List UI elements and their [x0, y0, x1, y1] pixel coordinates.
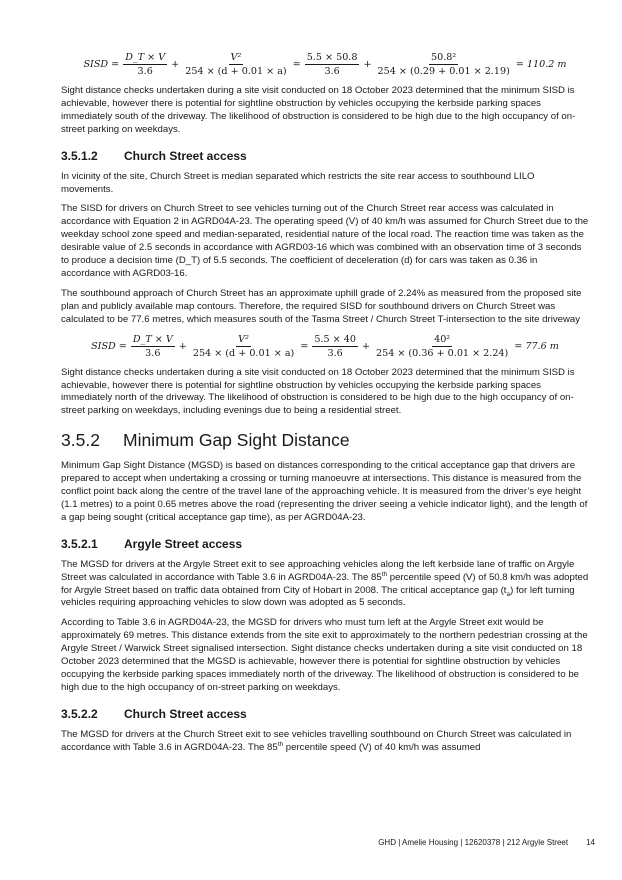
- page-content: [61, 52, 589, 762]
- paragraph: The MGSD for drivers at the Church Street exit to see vehicles travelling southbound on Church Street was calculated in accordance with Table 3.6 in AGRD04A-23. The 85th percentile speed (V) of 40 km/h was assumed: [61, 728, 572, 753]
- paragraph: Sight distance checks undertaken during a site visit conducted on 18 October 2023 determined that the minimum SISD is achievable, however there is potential for sightline obstruction by vehicles occupying the kerbside parking spaces immediately north of the driveway. The likelihood of obstruction is considered to be high due to the high occupancy of on-street parking on weekdays, including evenings due to being a residential street.: [61, 366, 575, 417]
- page-footer: [330, 838, 595, 847]
- section-number: 3.5.1.2: [61, 148, 98, 163]
- eq-lhs: SISD =: [91, 340, 127, 352]
- page-number: 14: [586, 838, 595, 847]
- paragraph: In vicinity of the site, Church Street is median separated which restricts the site rear access to southbound LILO movements.: [61, 170, 535, 195]
- paragraph: The southbound approach of Church Street has an approximate uphill grade of 2.24% as measured from the proposed site plan and publicly available map contours. Therefore, the required SISD for southbound drivers on Church Street was calculated to be 77.6 metres, which measures south of the Tasma Street / Church Street T-intersection to the site driveway: [61, 287, 582, 325]
- section-heading-3-5-2-1: [61, 537, 589, 551]
- paragraph: Sight distance checks undertaken during a site visit conducted on 18 October 2023 determined that the minimum SISD is achievable, however there is potential for sightline obstruction by vehicles occupying the kerbside parking spaces immediately south of the driveway. The likelihood of obstruction is considered to be high due to the high occupancy of on-street parking on weekdays.: [61, 85, 576, 135]
- paragraph: Minimum Gap Sight Distance (MGSD) is based on distances corresponding to the critical acceptance gap that drivers are prepared to accept when undertaking a crossing or turning manoeuvre at intersections. This distance is measured from the conflict point back along the centre of the travel lane of the approaching vehicle. It is measured from the driver’s eye height (1.1 metres) to a point 0.65 metres above the road (representing the driver seeing a vehicle indicator light), and the length of a gap being sought (critical acceptance gap time), as per AGRD04A-23.: [61, 460, 588, 523]
- paragraph: The MGSD for drivers at the Argyle Street exit to see approaching vehicles along the left kerbside lane of traffic on Argyle Street was calculated in accordance with Table 3.6 in AGRD04A-23. The 85th percentile speed (V) of 50.8 km/h was adopted for Argyle Street based on traffic data obtained from City of Hobart in 2008. The critical acceptance gap $(t_a)$ for left turning vehicles requiring approaching vehicles to slow down was adopted as 5 seconds.: [61, 558, 589, 609]
- section-title: Minimum Gap Sight Distance: [123, 430, 350, 451]
- eq-fraction: $\frac{D\_T \times V}{3.6}$: [132, 333, 173, 359]
- eq-result: = 110.2 m: [515, 59, 567, 70]
- eq-fraction: $\frac{5.5 \times 40}{3.6}$: [314, 333, 356, 359]
- eq-fraction: $\frac{\text{50.8²}}{254 \times (0.29 + 0.01 \times 2.19)}$: [377, 52, 510, 77]
- section-title: Church Street access: [124, 706, 247, 721]
- eq-fraction: $\frac{D\_T \times V}{3.6}$: [125, 52, 166, 77]
- section-number: 3.5.2: [61, 430, 100, 451]
- section-title: Argyle Street access: [124, 536, 243, 551]
- eq-fraction: $\frac{\text{V²}}{254 \times (d + 0.01 \times a)}$: [185, 52, 287, 77]
- eq-result: = 77.6 m: [514, 340, 559, 352]
- section-number: 3.5.2.1: [61, 536, 98, 551]
- eq-fraction: $\frac{\text{V²}}{254 \times (d + 0.01 \times a)}$: [192, 333, 295, 359]
- eq-fraction: $\frac{5.5 \times 50.8}{3.6}$: [306, 52, 358, 77]
- section-heading-3-5-1-2: [61, 149, 589, 163]
- section-heading-3-5-2: [61, 430, 589, 451]
- paragraph: The SISD for drivers on Church Street to see vehicles turning out of the Church Street rear access was calculated in accordance with Equation 2 in AGRD04A-23. The operating speed (V) of 40 km/h was assumed for Church Street due to the weekday school zone speed and median-separated, residential nature of the local road. The reaction time was taken as the desirable value of 2.5 seconds in accordance with AGRD03-16 which was combined with an observation time of 3 seconds to produce a decision time (D_T) of 5.5 seconds. The coefficient of deceleration (d) for cars was taken as 0.36 in accordance with AGRD03-16.: [61, 203, 589, 279]
- eq-lhs: SISD =: [83, 59, 120, 70]
- sisd-equation-church: SISD = $\frac{D\_T \times V}{3.6}$ + $\frac{\text{V²}}{254 \times (d + 0.01 \times a)}$ = $\frac{5.5 \times 40}{3.6}$ + $\frac{\text{40²}}{254 \times (0.36 + 0.01 \times 2.24)}$ = 77.6 m: [91, 333, 559, 359]
- section-number: 3.5.2.2: [61, 706, 98, 721]
- section-title: Church Street access: [124, 148, 247, 163]
- sisd-equation-argyle: SISD = $\frac{D\_T \times V}{3.6}$ + $\frac{\text{V²}}{254 \times (d + 0.01 \times a)}$ = $\frac{5.5 \times 50.8}{3.6}$ + $\frac{\text{50.8²}}{254 \times (0.29 + 0.01 \times 2.19)}$ = 110.2 m: [83, 52, 567, 77]
- section-heading-3-5-2-2: [61, 707, 589, 721]
- paragraph: According to Table 3.6 in AGRD04A-23, the MGSD for drivers who must turn left at the Argyle Street exit would be approximately 69 metres. This distance extends from the site exit to approximately to the northern pedestrian crossing at the Argyle Street / Warwick Street signalised intersection. Sight distance checks undertaken during a site visit conducted on 18 October 2023 determined that the MGSD is achievable, however there is potential for sightline obstruction by vehicles occupying the kerbside parking spaces immediately north of the driveway. The likelihood of obstruction is considered to be high due to the high occupancy of on-street parking on weekdays.: [61, 617, 588, 693]
- eq-fraction: $\frac{\text{40²}}{254 \times (0.36 + 0.01 \times 2.24)}$: [375, 333, 509, 359]
- footer-text: GHD | Amelie Housing | 12620378 | 212 Argyle Street: [378, 838, 569, 847]
